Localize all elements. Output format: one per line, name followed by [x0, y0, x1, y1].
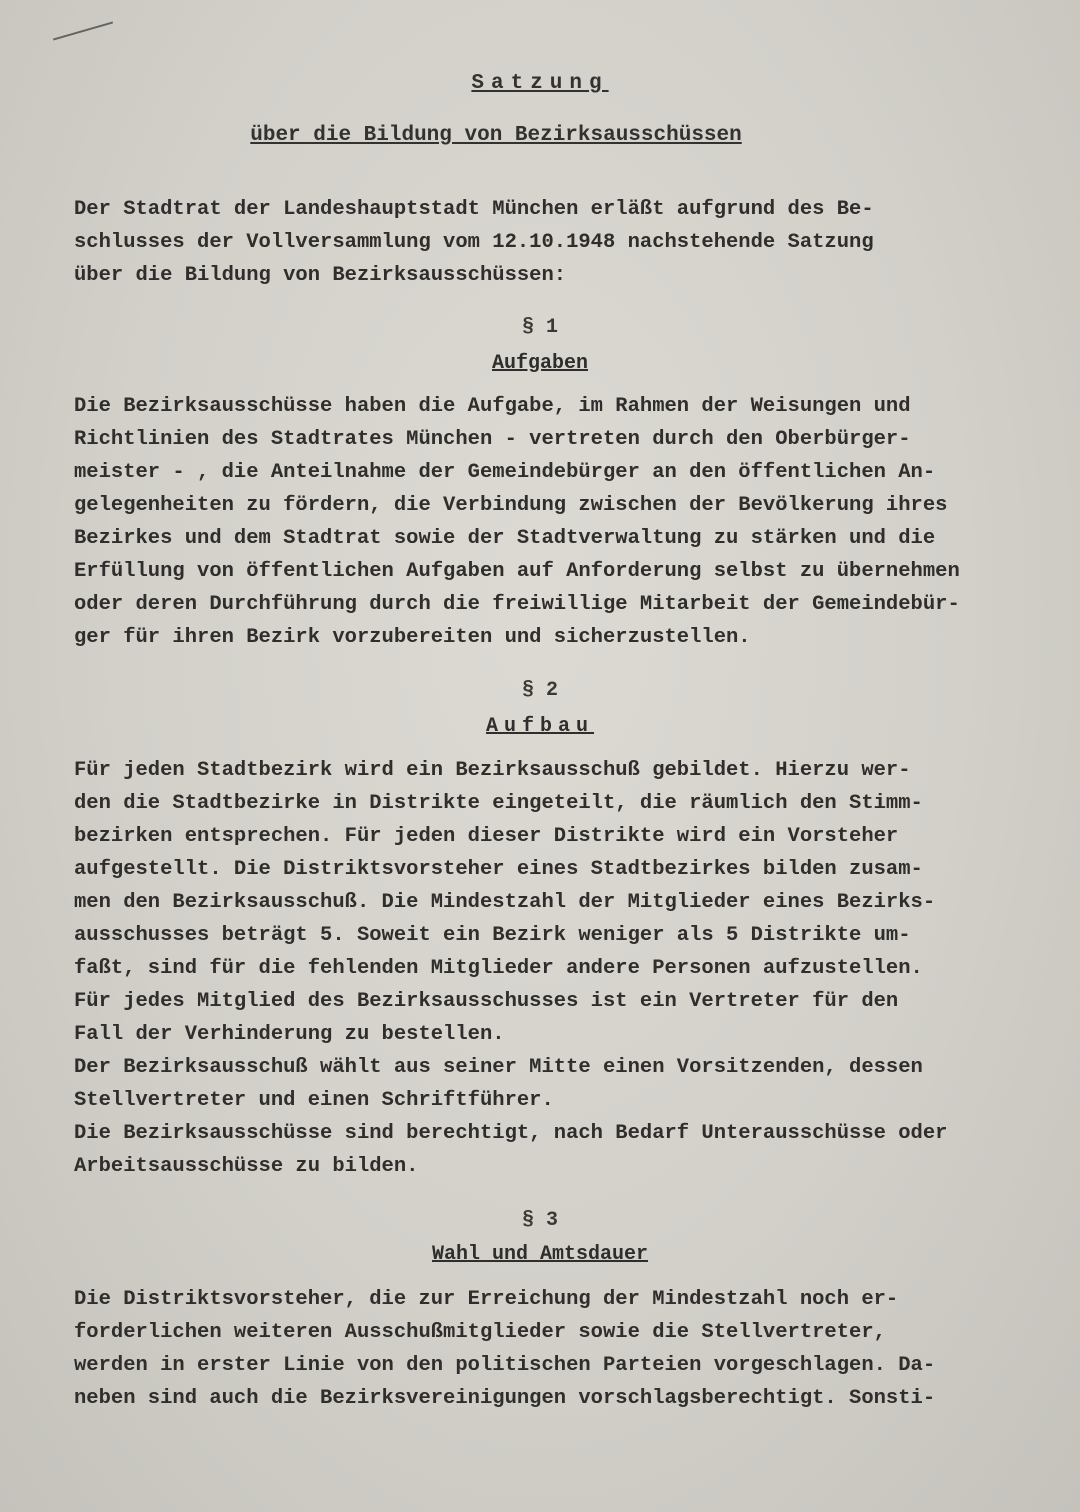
section-1-number: § 1 [521, 316, 558, 339]
section-1-text: Die Bezirksausschüsse haben die Aufgabe, im Rahmen der Weisungen und Richtlinien des Stadtrates München - vertreten durch den Oberbürger- meister - , die Anteilnahme der Gemeindebürger an den öffentlichen An- gelegenheiten zu fördern, die Verbindung zwischen der Bevölkerung ihres Bezirkes und dem Stadtrat sowie der Stadtverwaltung zu stärken und die Erfüllung von öffentlichen Aufgaben auf Anforderung selbst zu übernehmen oder deren Durchführung durch die freiwillige Mitarbeit der Gemeindebür- ger für ihren Bezirk vorzubereiten und sicherzustellen. [74, 395, 960, 649]
preamble: Der Stadtrat der Landeshauptstadt München erläßt aufgrund des Be- schlusses der Vollversammlung vom 12.10.1948 nachstehende Satzung über die Bildung von Bezirksausschüssen: [74, 198, 874, 287]
section-3-text: Die Distriktsvorsteher, die zur Erreichung der Mindestzahl noch er- forderlichen weiteren Ausschußmitglieder sowie die Stellvertreter, werden in erster Linie von den politischen Parteien vorgeschlagen. Da- neben sind auch die Bezirksvereinigungen vorschlagsberechtigt. Sonsti- [74, 1288, 936, 1410]
section-1-heading: Aufgaben [491, 352, 588, 375]
document-title: Satzung [471, 72, 609, 95]
pen-mark [53, 21, 113, 40]
section-3-heading: Wahl und Amtsdauer [431, 1243, 649, 1266]
section-2-number: § 2 [521, 679, 558, 702]
section-3-number: § 3 [521, 1209, 558, 1232]
section-2-heading: Aufbau [485, 715, 594, 738]
section-2-text: Für jeden Stadtbezirk wird ein Bezirksausschuß gebildet. Hierzu wer- den die Stadtbezirke in Distrikte eingeteilt, die räumlich den Stimm- bezirken entsprechen. Für jeden dieser Distrikte wird ein Vorsteher aufgestellt. Die Distriktsvorsteher eines Stadtbezirkes bilden zusam- men den Bezirksausschuß. Die Mindestzahl der Mitglieder eines Bezirks- ausschusses beträgt 5. Soweit ein Bezirk weniger als 5 Distrikte um- faßt, sind für die fehlenden Mitglieder andere Personen aufzustellen. Für jedes Mitglied des Bezirksausschusses ist ein Vertreter für den Fall der Verhinderung zu bestellen. Der Bezirksausschuß wählt aus seiner Mitte einen Vorsitzenden, dessen Stellvertreter und einen Schriftführer. Die Bezirksausschüsse sind berechtigt, nach Bedarf Unterausschüsse oder Arbeitsausschüsse zu bilden. [74, 759, 948, 1178]
document-subtitle: über die Bildung von Bezirksausschüssen [250, 124, 742, 147]
